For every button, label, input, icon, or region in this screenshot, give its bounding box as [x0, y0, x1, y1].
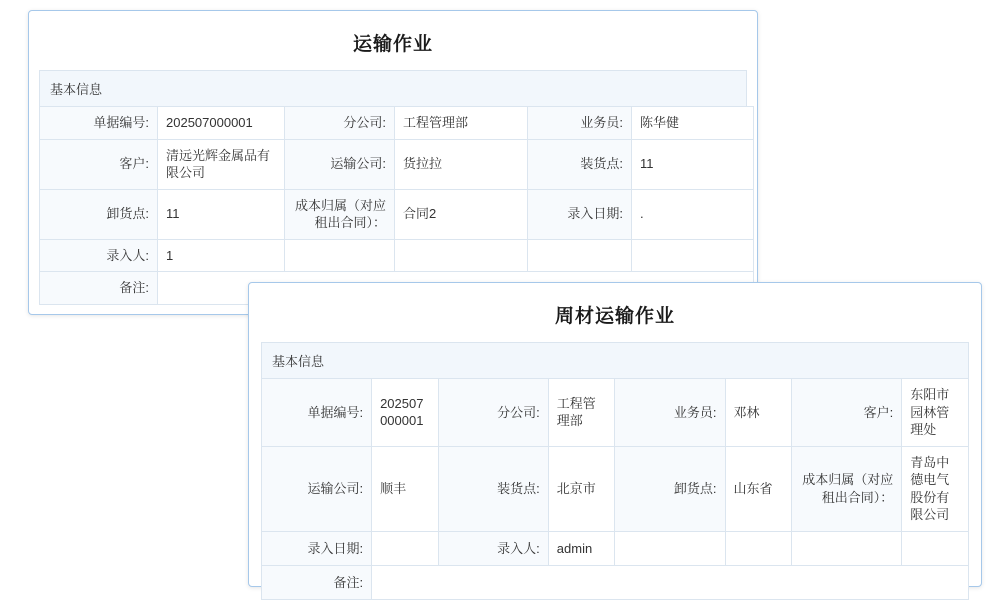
transport-entry-user-value[interactable]: 1 [158, 239, 285, 272]
table-row [40, 239, 754, 272]
transport-empty-cell-2 [395, 239, 528, 272]
transport-entry-date-label: 录入日期: [528, 189, 632, 239]
table-row [40, 139, 754, 189]
transport-branch-label: 分公司: [285, 107, 395, 140]
table-row [40, 189, 754, 239]
transport-unload-point-label: 卸货点: [40, 189, 158, 239]
zhoucai-cost-attr-value[interactable]: 青岛中德电气股份有限公司 [902, 446, 969, 531]
zhoucai-entry-user-value[interactable]: admin [548, 531, 615, 565]
zhoucai-unload-point-value[interactable]: 山东省 [725, 446, 792, 531]
transport-salesman-value[interactable]: 陈华健 [632, 107, 754, 140]
transport-empty-cell-4 [632, 239, 754, 272]
zhoucai-salesman-label: 业务员: [615, 379, 725, 447]
zhoucai-doc-no-value[interactable]: 202507000001 [372, 379, 439, 447]
transport-cost-attr-label: 成本归属（对应租出合同）： [285, 189, 395, 239]
transport-basic-info-table [39, 106, 754, 305]
transport-entry-date-value[interactable]: . [632, 189, 754, 239]
transport-customer-value[interactable]: 清远光辉金属品有限公司 [158, 139, 285, 189]
zhoucai-entry-date-value[interactable] [372, 531, 439, 565]
table-row [262, 565, 969, 599]
zhoucai-branch-label: 分公司: [438, 379, 548, 447]
zhoucai-carrier-label: 运输公司: [262, 446, 372, 531]
zhoucai-empty-cell-2 [725, 531, 792, 565]
zhoucai-salesman-value[interactable]: 邓林 [725, 379, 792, 447]
transport-doc-no-label: 单据编号: [40, 107, 158, 140]
zhoucai-unload-point-label: 卸货点: [615, 446, 725, 531]
transport-window[interactable] [28, 10, 758, 315]
zhoucai-cost-attr-label: 成本归属（对应租出合同）： [792, 446, 902, 531]
zhoucai-customer-label: 客户: [792, 379, 902, 447]
transport-entry-user-label: 录入人: [40, 239, 158, 272]
table-row [262, 446, 969, 531]
table-row [262, 379, 969, 447]
zhoucai-branch-value[interactable]: 工程管理部 [548, 379, 615, 447]
zhoucai-remark-label: 备注: [262, 565, 372, 599]
zhoucai-entry-user-label: 录入人: [438, 531, 548, 565]
zhoucai-load-point-label: 装货点: [438, 446, 548, 531]
zhoucai-window-body [249, 342, 981, 600]
zhoucai-remark-value[interactable] [372, 565, 969, 599]
zhoucai-customer-value[interactable]: 东阳市园林管理处 [902, 379, 969, 447]
transport-window-body [29, 70, 757, 305]
transport-empty-cell-3 [528, 239, 632, 272]
zhoucai-empty-cell-3 [792, 531, 902, 565]
zhoucai-entry-date-label: 录入日期: [262, 531, 372, 565]
zhoucai-basic-info-header: 基本信息 [261, 342, 969, 378]
transport-load-point-value[interactable]: 11 [632, 139, 754, 189]
transport-basic-info-header: 基本信息 [39, 70, 747, 106]
table-row [40, 107, 754, 140]
transport-empty-cell-1 [285, 239, 395, 272]
transport-unload-point-value[interactable]: 11 [158, 189, 285, 239]
table-row [262, 531, 969, 565]
transport-salesman-label: 业务员: [528, 107, 632, 140]
zhoucai-empty-cell-4 [902, 531, 969, 565]
zhoucai-basic-info-table [261, 378, 969, 600]
zhoucai-load-point-value[interactable]: 北京市 [548, 446, 615, 531]
transport-window-title: 运输作业 [352, 34, 433, 55]
transport-load-point-label: 装货点: [528, 139, 632, 189]
transport-branch-value[interactable]: 工程管理部 [395, 107, 528, 140]
zhoucai-window-title: 周材运输作业 [554, 306, 675, 327]
zhoucai-carrier-value[interactable]: 顺丰 [372, 446, 439, 531]
zhoucai-transport-window[interactable] [248, 282, 982, 590]
transport-cost-attr-value[interactable]: 合同2 [395, 189, 528, 239]
transport-remark-label: 备注: [40, 272, 158, 305]
zhoucai-doc-no-label: 单据编号: [262, 379, 372, 447]
zhoucai-empty-cell-1 [615, 531, 725, 565]
transport-carrier-value[interactable]: 货拉拉 [395, 139, 528, 189]
transport-doc-no-value[interactable]: 202507000001 [158, 107, 285, 140]
transport-customer-label: 客户: [40, 139, 158, 189]
transport-carrier-label: 运输公司: [285, 139, 395, 189]
